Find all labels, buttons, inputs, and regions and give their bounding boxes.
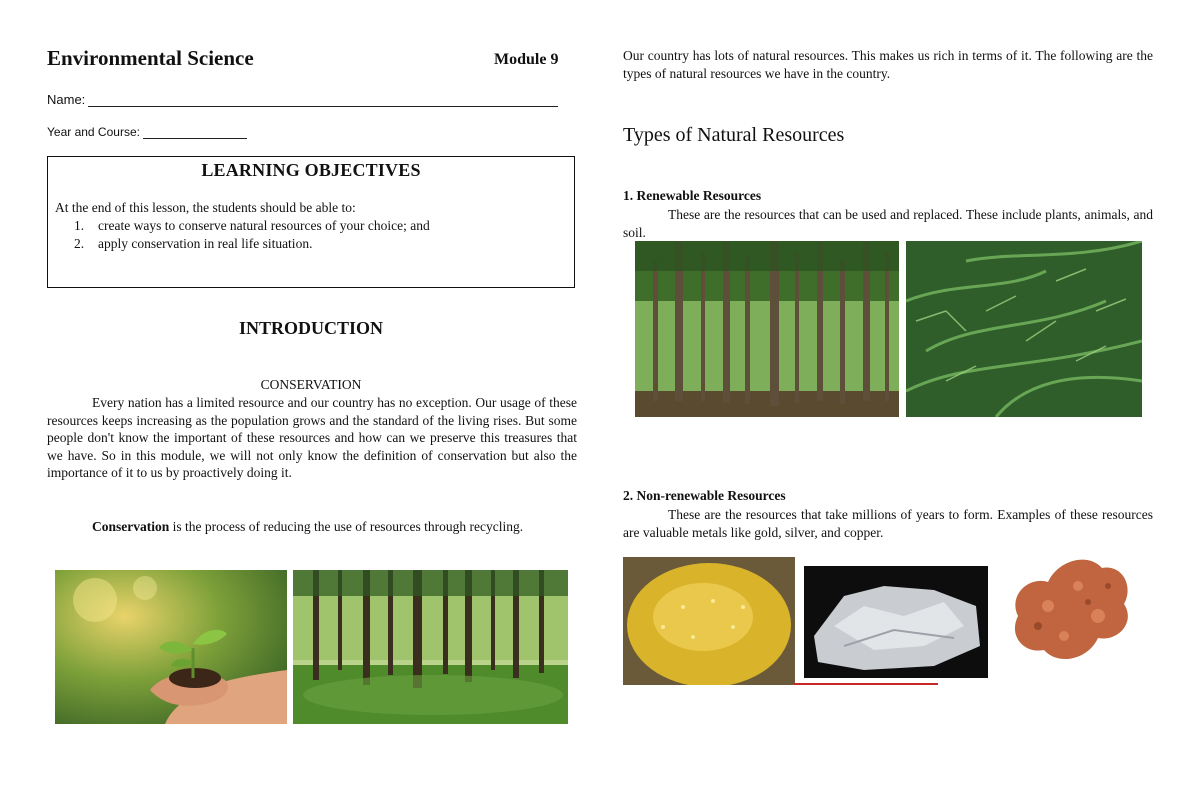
conservation-subheading: CONSERVATION	[260, 377, 362, 392]
module-title: Environmental Science	[47, 46, 254, 70]
conservation-definition: Conservation is the process of reducing the use of resources through recycling.	[92, 519, 524, 534]
seedling-in-hands-image	[55, 570, 287, 724]
year-course-label: Year and Course:	[47, 125, 140, 139]
conservation-term: Conservation	[92, 519, 170, 534]
tall-trees-forest-image	[635, 241, 899, 417]
introduction-heading: INTRODUCTION	[238, 318, 384, 338]
learning-objectives-box	[47, 156, 575, 288]
ferns-image	[906, 241, 1142, 417]
name-input-line[interactable]	[88, 93, 558, 107]
year-course-row	[47, 125, 247, 139]
forest-image	[293, 570, 568, 724]
objective-item: 2. apply conservation in real life situation.	[74, 236, 313, 251]
objectives-intro: At the end of this lesson, the students should be able to:	[55, 200, 356, 215]
renewable-resources-text: These are the resources that can be used and replaced. These include plants, animals, and soil.	[623, 207, 1153, 240]
name-field-row	[47, 92, 558, 107]
objective-item: 1. create ways to conserve natural resources of your choice; and	[74, 218, 430, 233]
copper-image	[998, 546, 1138, 674]
nonrenewable-resources-title: 2. Non-renewable Resources	[623, 488, 786, 503]
objectives-heading: LEARNING OBJECTIVES	[201, 160, 421, 180]
nonrenewable-resources-text: These are the resources that take millions of years to form. Examples of these resources are valuable metals like gold, silver, and copper.	[623, 507, 1153, 540]
types-of-resources-heading: Types of Natural Resources	[623, 124, 845, 146]
name-label: Name:	[47, 92, 86, 107]
renewable-resources-title: 1. Renewable Resources	[623, 188, 762, 203]
gold-image	[623, 557, 795, 685]
decorative-red-underline	[794, 683, 938, 685]
module-number: Module 9	[494, 51, 559, 68]
year-course-input-line[interactable]	[143, 126, 247, 139]
objectives-list	[74, 217, 430, 253]
introduction-paragraph: Every nation has a limited resource and our country has no exception. Our usage of these resources keeps increasing as the population grows and the standard of the living rises. But some people don't know the important of these resources and how can we preserve this treasures that we have. So in this module, we will not only know the definition of conservation but also the importance of it to us by proactively doing it.	[47, 395, 577, 480]
natural-resources-intro: Our country has lots of natural resources. This makes us rich in terms of it. The following are the types of natural resources we have in the country.	[623, 48, 1153, 81]
silver-image	[804, 566, 988, 678]
